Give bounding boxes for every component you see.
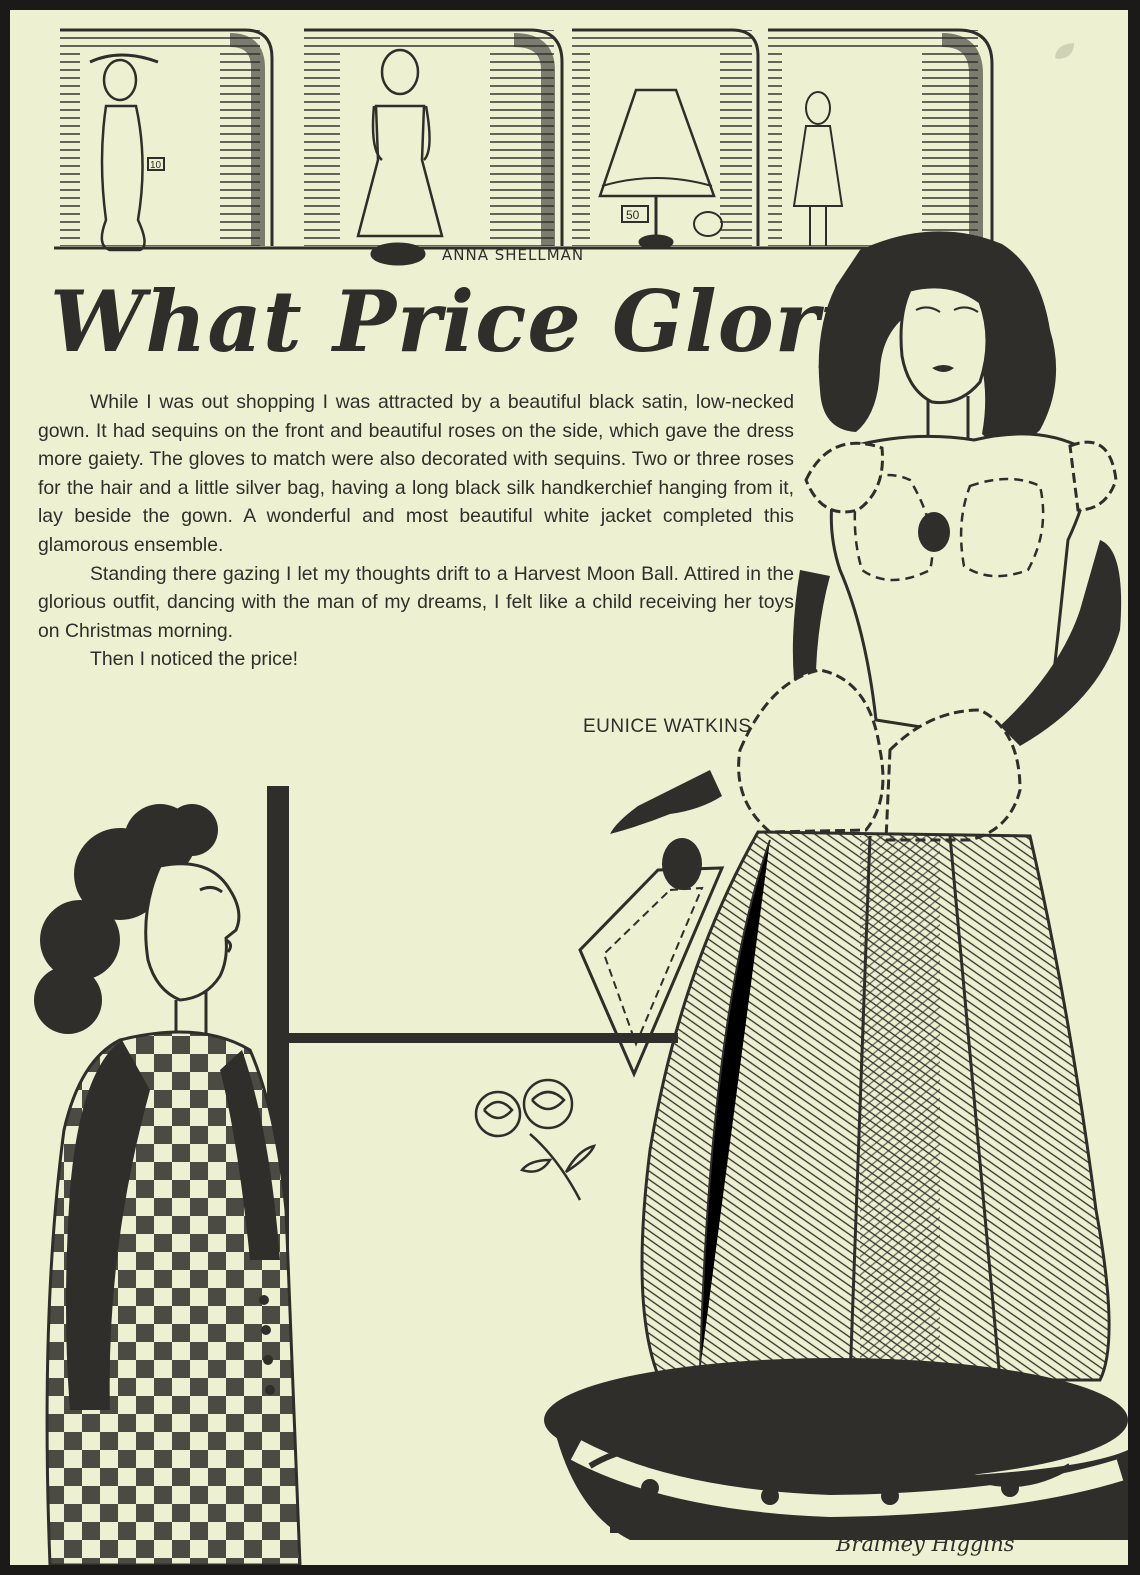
- article-body: [38, 388, 794, 674]
- window-shopper-figure: [34, 804, 300, 1565]
- article-title: What Price Glory: [50, 272, 870, 371]
- page-illustration: [10, 10, 1128, 1565]
- paragraph-daydream: Standing there gazing I let my thoughts drift to a Harvest Moon Ball. Attired in the glorious outfit, dancing with the man of my dreams, I felt like a child receiving her toys on Christmas morning.: [38, 562, 794, 642]
- paragraph-shopping: While I was out shopping I was attracted by a beautiful black satin, low-necked gown. It had sequins on the front and beautiful roses on the side, which gave the dress more gaiety. The gloves to match were also decorated with sequins. Two or three roses for the hair and a little silver bag, having a long black silk handkerchief hanging from it, lay beside the gown. A wonderful and most beautiful white jacket completed this glamorous ensemble.: [38, 391, 794, 556]
- top-artist-signature: ANNA SHELLMAN: [442, 246, 585, 264]
- rose-sketch: [476, 1080, 594, 1200]
- bottom-artist-signature: Bralmey Higgins: [836, 1532, 1015, 1556]
- price-tag-50: 50: [626, 208, 640, 222]
- yearbook-page: [10, 10, 1128, 1565]
- paragraph-price: Then I noticed the price!: [90, 648, 299, 671]
- leaf-stamp-icon: [1052, 40, 1078, 62]
- shop-window-strip: [54, 30, 1000, 264]
- author-byline: EUNICE WATKINS: [583, 716, 752, 737]
- price-tag-10: 10: [150, 160, 162, 171]
